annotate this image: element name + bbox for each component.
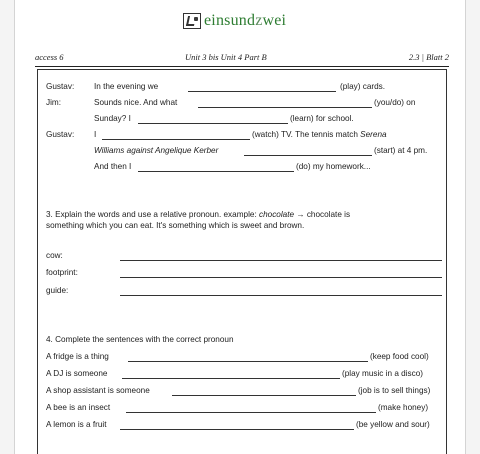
- sentence-start: A DJ is someone: [46, 369, 108, 378]
- header-rule: [35, 66, 449, 67]
- sentence-start: A lemon is a fruit: [46, 420, 107, 429]
- header-sheet: 2.3 | Blatt 2: [408, 52, 449, 62]
- answer-blank[interactable]: [198, 107, 372, 108]
- task4-title: 4. Complete the sentences with the correct pronoun: [46, 335, 234, 344]
- definition-blank[interactable]: [120, 295, 442, 296]
- answer-blank[interactable]: [188, 91, 336, 92]
- speaker-label: Gustav:: [46, 82, 75, 91]
- answer-blank[interactable]: [102, 139, 250, 140]
- sentence-start: A fridge is a thing: [46, 352, 109, 361]
- arrow-icon: →: [296, 210, 305, 219]
- definition-blank[interactable]: [120, 260, 442, 261]
- verb-hint: (play) cards.: [340, 82, 386, 91]
- definition-blank[interactable]: [120, 277, 442, 278]
- exercise-box: [37, 69, 447, 454]
- dialogue-text: And then I: [94, 162, 132, 171]
- verb-hint: (watch) TV. The tennis match Serena: [252, 130, 387, 139]
- logo-text: einsundzwei: [204, 12, 287, 29]
- verb-hint: (learn) for school.: [290, 114, 354, 123]
- word-label: footprint:: [46, 268, 78, 277]
- speaker-label: Gustav:: [46, 130, 75, 139]
- worksheet-header: [15, 52, 465, 64]
- sentence-hint: (keep food cool): [370, 352, 429, 361]
- sentence-start: A shop assistant is someone: [46, 386, 150, 395]
- dialogue-text: Sounds nice. And what: [94, 98, 178, 107]
- answer-blank[interactable]: [138, 171, 294, 172]
- sentence-blank[interactable]: [126, 412, 376, 413]
- worksheet-page: [14, 0, 466, 454]
- dialogue-text: In the evening we: [94, 82, 159, 91]
- logo: [183, 12, 286, 30]
- sentence-hint: (play music in a disco): [342, 369, 423, 378]
- speaker-label: Jim:: [46, 98, 62, 107]
- verb-hint: (start) at 4 pm.: [374, 146, 428, 155]
- sentence-blank[interactable]: [122, 378, 340, 379]
- header-unit: Unit 3 bis Unit 4 Part B: [185, 52, 267, 62]
- answer-blank[interactable]: [138, 123, 288, 124]
- sentence-blank[interactable]: [128, 361, 368, 362]
- dialogue-text: Sunday? I: [94, 114, 131, 123]
- verb-hint: (you/do) on: [374, 98, 416, 107]
- sentence-start: A bee is an insect: [46, 403, 111, 412]
- task3-example: something which you can eat. It's something which is sweet and brown.: [46, 221, 305, 230]
- dialogue-text: I: [94, 130, 97, 139]
- task3-instruction: 3. Explain the words and use a relative pronoun. example: chocolate → chocolate is: [46, 210, 351, 219]
- word-label: cow:: [46, 251, 63, 260]
- answer-blank[interactable]: [244, 155, 372, 156]
- sentence-hint: (job is to sell things): [358, 386, 431, 395]
- sentence-hint: (make honey): [378, 403, 429, 412]
- sentence-blank[interactable]: [172, 395, 356, 396]
- dialogue-text: Williams against Angelique Kerber: [94, 146, 219, 155]
- sentence-hint: (be yellow and sour): [356, 420, 430, 429]
- verb-hint: (do) my homework...: [296, 162, 371, 171]
- logo-icon: [183, 13, 201, 29]
- sentence-blank[interactable]: [120, 429, 354, 430]
- word-label: guide:: [46, 286, 69, 295]
- header-book: access 6: [35, 52, 64, 62]
